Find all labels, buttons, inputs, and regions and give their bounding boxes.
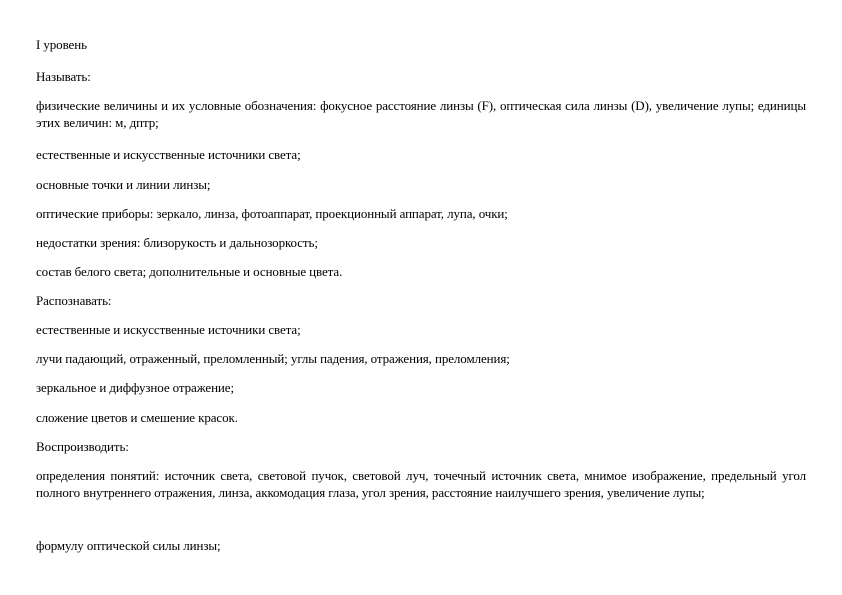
list-item: определения понятий: источник света, световой пучок, световой луч, точечный источник света, мнимое изображение, предельный угол полного внутреннего отражения, линза, аккомодация глаза, угол зрения, расстояние наилучшего зрения, увеличение лупы; [36, 468, 806, 500]
list-item: естественные и искусственные источники света; [36, 322, 301, 337]
list-item: оптические приборы: зеркало, линза, фотоаппарат, проекционный аппарат, лупа, очки; [36, 206, 508, 221]
list-item: зеркальное и диффузное отражение; [36, 380, 234, 395]
list-item: формулу оптической силы линзы; [36, 538, 221, 553]
document-page [36, 0, 806, 595]
list-item: естественные и искусственные источники света; [36, 147, 301, 162]
list-item: сложение цветов и смешение красок. [36, 410, 238, 425]
heading-reproduce: Воспроизводить: [36, 439, 129, 454]
list-item: лучи падающий, отраженный, преломленный; углы падения, отражения, преломления; [36, 351, 510, 366]
list-item: недостатки зрения: близорукость и дальнозоркость; [36, 235, 318, 250]
heading-name: Называть: [36, 69, 91, 84]
list-item: состав белого света; дополнительные и основные цвета. [36, 264, 343, 279]
level-title: I уровень [36, 37, 87, 52]
heading-recognize: Распознавать: [36, 293, 112, 308]
list-item: основные точки и линии линзы; [36, 177, 211, 192]
list-item: физические величины и их условные обозначения: фокусное расстояние линзы (F), оптическая сила линзы (D), увеличение лупы; единицы этих величин: м, дптр; [36, 98, 806, 130]
